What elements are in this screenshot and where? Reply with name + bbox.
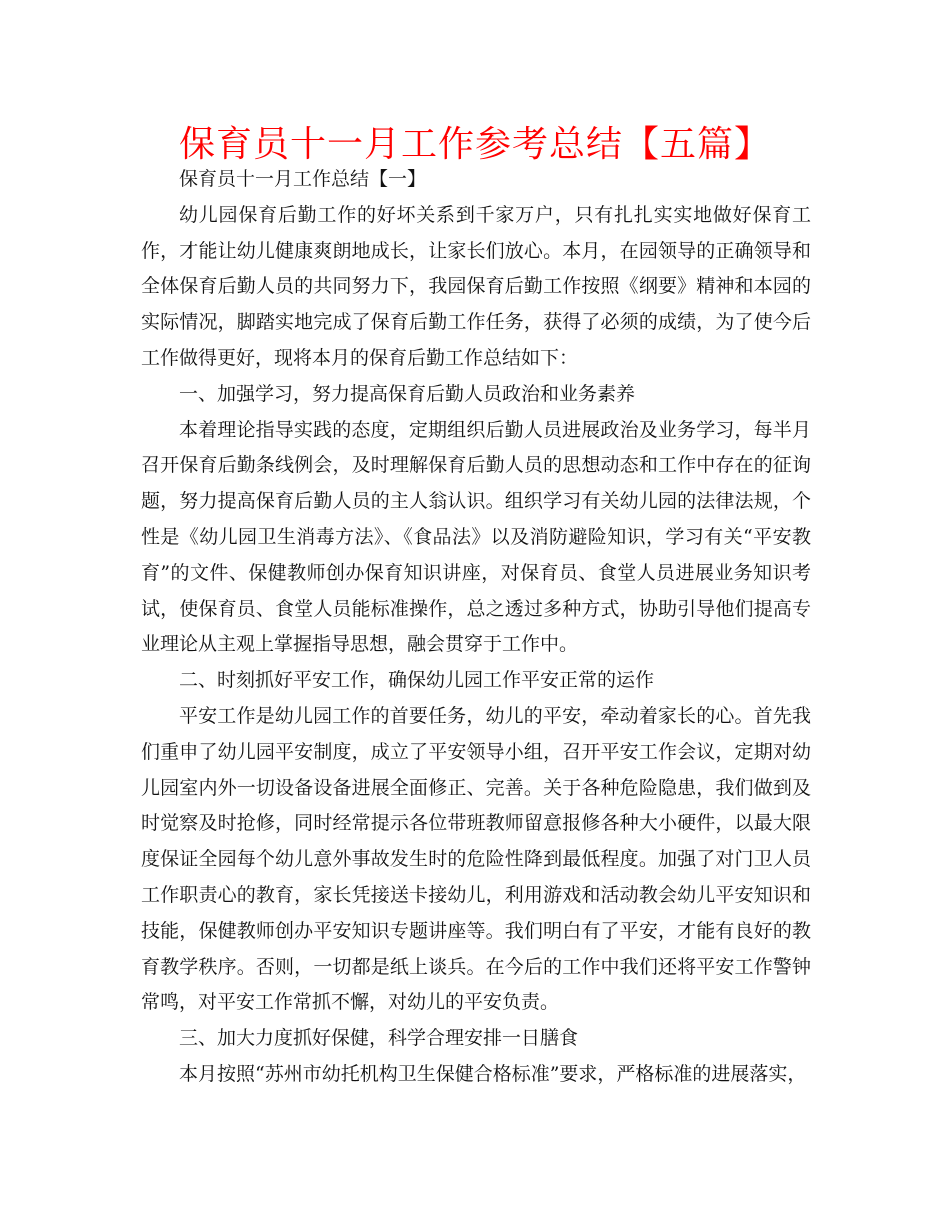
section-heading-safety: 二、时刻抓好平安工作，确保幼儿园工作平安正常的运作 [179, 669, 655, 692]
paragraph-intro: 幼儿园保育后勤工作的好坏关系到千家万户，只有扎扎实实地做好保育工作，才能让幼儿健康爽朗地成长，让家长们放心。本月，在园领导的正确领导和全体保育后勤人员的共同努力下，我园保育后勤工作按照《纲要》精神和本园的实际情况，脚踏实地完成了保育后勤工作任务，获得了必须的成绩，为了使今后工作做得更好，现将本月的保育后勤工作总结如下： [141, 203, 811, 369]
paragraph-health: 本月按照“苏州市幼托机构卫生保健合格标准”要求，严格标准的进展落实， [179, 1062, 807, 1085]
document-body [141, 162, 811, 1093]
document-title: 保育员十一月工作参考总结【五篇】 [178, 124, 771, 165]
section-heading-health: 三、加大力度抓好保健，科学合理安排一日膳食 [179, 1027, 579, 1050]
paragraph-study: 本着理论指导实践的态度，定期组织后勤人员进展政治及业务学习，每半月召开保育后勤条线例会，及时理解保育后勤人员的思想动态和工作中存在的征询题，努力提高保育后勤人员的主人翁认识。组织学习有关幼儿园的法律法规，个性是《幼儿园卫生消毒方法》、《食品法》以及消防避险知识，学习有关“平安教育”的文件、保健教师创办保育知识讲座，对保育员、食堂人员进展业务知识考试，使保育员、食堂人员能标准操作，总之透过多种方式，协助引导他们提高专业理论从主观上掌握指导思想，融会贯穿于工作中。 [141, 418, 811, 656]
paragraph-safety: 平安工作是幼儿园工作的首要任务，幼儿的平安，牵动着家长的心。首先我们重申了幼儿园平安制度，成立了平安领导小组，召开平安工作会议，定期对幼儿园室内外一切设备设备进展全面修正、完善。关于各种危险隐患，我们做到及时觉察及时抢修，同时经常提示各位带班教师留意报修各种大小硬件，以最大限度保证全园每个幼儿意外事故发生时的危险性降到最低程度。加强了对门卫人员工作职责心的教育，家长凭接送卡接幼儿，利用游戏和活动教会幼儿平安知识和技能，保健教师创办平安知识专题讲座等。我们明白有了平安，才能有良好的教育教学秩序。否则，一切都是纸上谈兵。在今后的工作中我们还将平安工作警钟常鸣，对平安工作常抓不懈，对幼儿的平安负责。 [141, 704, 811, 1014]
section-heading-1: 保育员十一月工作总结【一】 [179, 168, 427, 190]
section-heading-study: 一、加强学习，努力提高保育后勤人员政治和业务素养 [179, 382, 636, 405]
